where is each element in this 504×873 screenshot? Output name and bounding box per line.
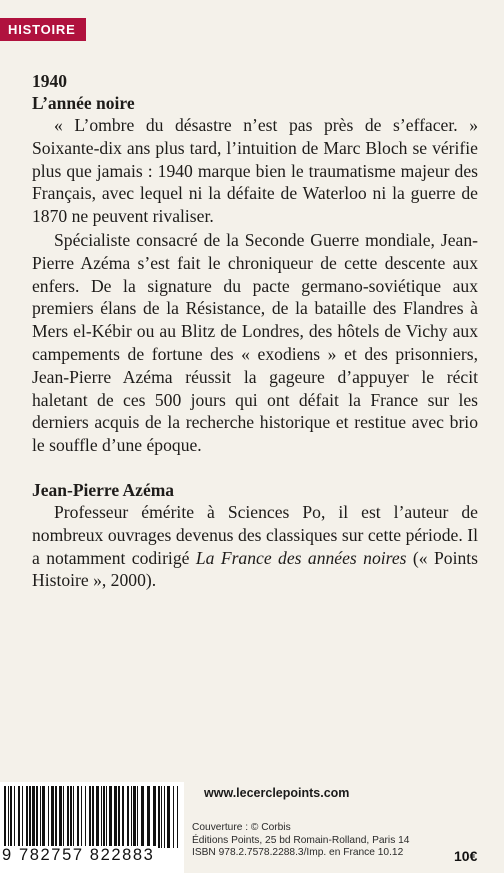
blurb-paragraph-2: Spécialiste consacré de la Seconde Guerre mondiale, Jean-Pierre Azéma s’est fait le chroniqueur de cette descente aux enfers. De la signature du pacte germano-soviétique aux premiers élans de la Résistance, de la bataille des Flandres à Mers el-Kébir ou au Blitz de Londres, des hôtels de Vichy aux campements de fortune des « exodiens » et des prisonniers, Jean-Pierre Azéma réussit la gageure d’appuyer le récit haletant de ces 500 jours qui ont défait la France sur les derniers acquis de la recherche historique et restitue avec brio le souffle d’une époque. [32, 229, 478, 456]
author-bio [32, 501, 478, 592]
author-bio-suffix: (« Points Histoire », 2000). [32, 547, 478, 591]
book-subtitle: L’année noire [32, 93, 135, 113]
publisher-website: www.lecerclepoints.com [204, 786, 350, 800]
barcode-bars [2, 786, 182, 848]
back-cover-text [32, 70, 478, 592]
isbn-line: ISBN 978.2.7578.2288.3/Imp. en France 10.12 [192, 847, 404, 859]
publisher-address: Éditions Points, 25 bd Romain-Rolland, Paris 14 [192, 834, 410, 846]
price: 10€ [454, 848, 478, 864]
blurb-paragraph-1: « L’ombre du désastre n’est pas près de s’effacer. » Soixante-dix ans plus tard, l’intuition de Marc Bloch se vérifie plus que jamais : 1940 marque bien le traumatisme majeur des Français, avec lequel ni la défaite de Waterloo ni la guerre de 1870 ne peuvent rivaliser. [32, 115, 478, 227]
author-bio-book-title: La France des années noires [195, 547, 407, 568]
category-tag: HISTOIRE [0, 18, 86, 41]
author-bio-text: Professeur émérite à Sciences Po, il est l’auteur de nombreux ouvrages devenus des classiques sur cette période. Il a notamment codirigé [32, 501, 478, 568]
isbn-digits: 9 782757 822883 [2, 846, 155, 864]
author-heading: Jean-Pierre Azéma [32, 479, 175, 500]
book-title: 1940 [32, 71, 67, 91]
publisher-credits [192, 822, 409, 860]
cover-credit: Couverture : © Corbis [192, 822, 291, 833]
